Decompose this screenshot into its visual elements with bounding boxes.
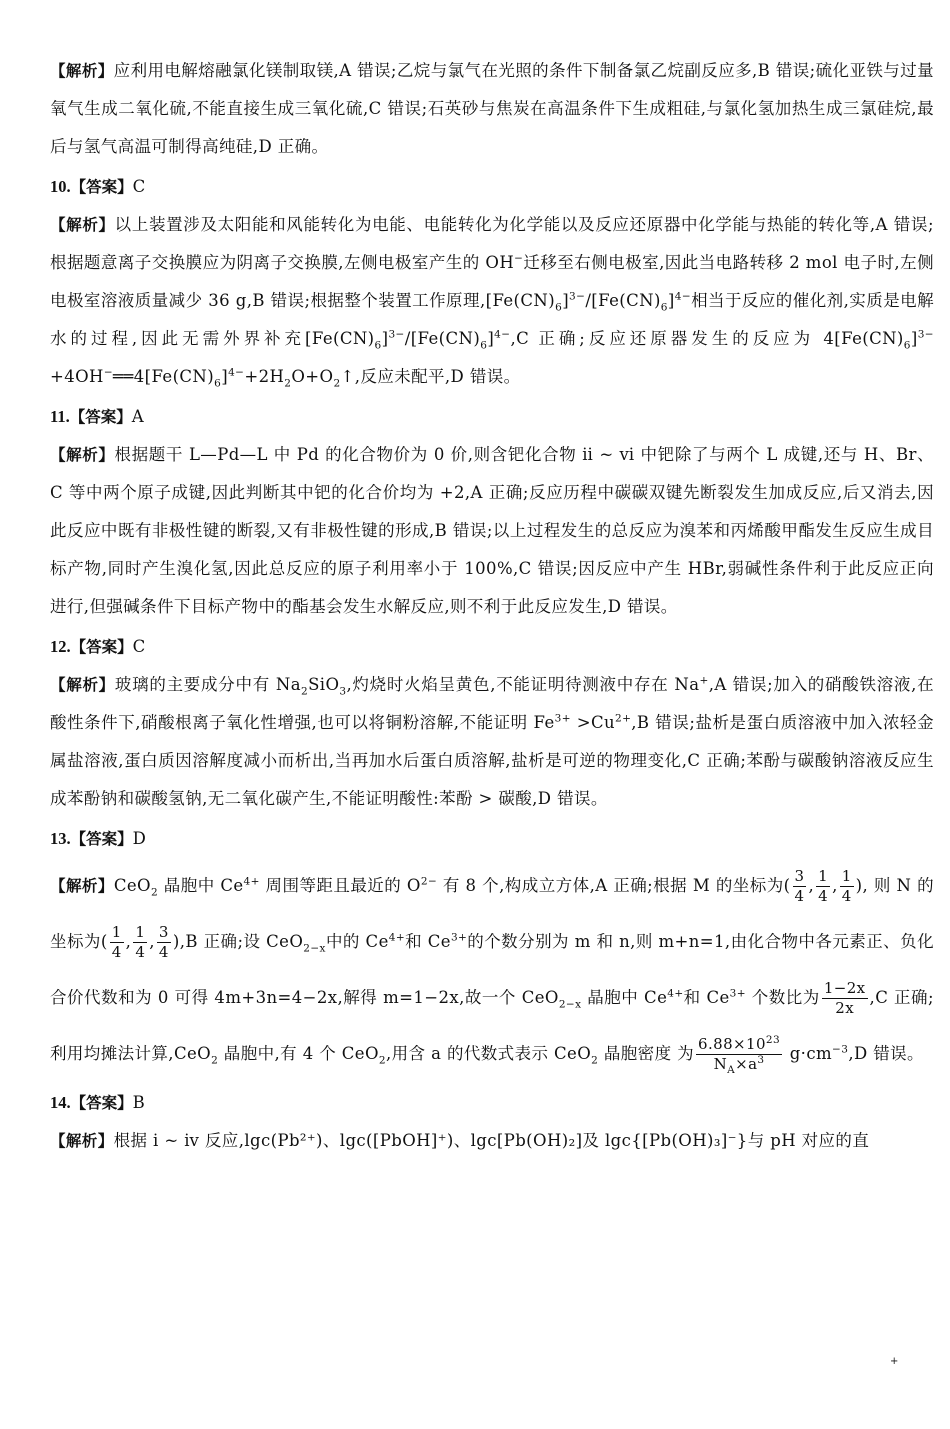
q13-explanation: 【解析】CeO$_2$ 晶胞中 $Ce^{4+}$ 周围等距且最近的 $O^{2-}$ 有 8 个,构成立方体,A 正确;根据 M 的坐标为( $\frac{3}{4}$ , $\frac{1}{4}$ , $\frac{1}{4}$ ), 则 N 的坐标为( $\frac{1}{4}$ , $\frac{1}{4}$ , $\frac{3}{4}$ ),B 正确;设 CeO$_{2-x}$中的 $Ce^{4+}$和 $Ce^{3+}$的个数分别为 m 和 n,则 m+n=1,由化合物中各元素正、负化合价代数和为 0 可得 4m+3n=4−2x,解得 m=1−2x,故一个 CeO$_{2-x}$ 晶胞中 $Ce^{4+}$和 $Ce^{3+}$ 个数比为 $\frac{1-2x}{2x}$ ,C 正确;利用均摊法计算,CeO$_2$ 晶胞中,有 4 个 CeO$_2$,用含 a 的代数式表示 CeO$_2$ 晶胞密度 为 $\frac{6.88\times 10^{23}}{N_A\times a^3}$ $g\cdot cm^{-3},D$ 错误。	[50, 867, 935, 1076]
q12-explanation: 【解析】玻璃的主要成分中有 $Na_2SiO_3$,灼烧时火焰呈黄色,不能证明待测液中存在 Na+,A 错误;加入的硝酸铁溶液,在酸性条件下,硝酸根离子氧化性增强,也可以将铜粉溶解,不能证明 $Fe^{3+} >Cu^{2+},B$ 错误;盐析是蛋白质溶液中加入浓轻金属盐溶液,蛋白质因溶解度减小而析出,当再加水后蛋白质溶解,盐析是可逆的物理变化,C 正确;苯酚与碳酸钠溶液反应生成苯酚钠和碳酸氢钠,无二氧化碳产生,不能证明酸性:苯酚 > 碳酸,D 错误。	[50, 674, 935, 808]
fraction: $\frac{1}{4}$	[818, 867, 829, 905]
q10-explanation: 【解析】以上装置涉及太阳能和风能转化为电能、电能转化为化学能以及反应还原器中化学能与热能的转化等,A 错误;根据题意离子交换膜应为阴离子交换膜,左侧电极室产生的 OH−迁移至右侧电极室,因此当电路转移 2 mol 电子时,左侧电极室溶液质量减少 36 g,B 错误;根据整个装置工作原理$,[Fe(CN)_6]^{3-}/[Fe(CN)_6]^{4-}$相当于反应的催化剂,实质是电解水的过程,因此无需外界补充$[Fe(CN)_6]^{3-}/[Fe(CN)_6]^{4-},C$ 正确;反应还原器发生的反应为 $4[Fe(CN)_6]^{3-}+4OH^-══4[Fe(CN)_6]^{4-}+2H_2O+O_2↑$,反应未配平,D 错误。	[50, 215, 934, 390]
q10-answer: 10.【答案】C	[50, 177, 146, 196]
q9-explanation: 【解析】应利用电解熔融氯化镁制取镁,A 错误;乙烷与氯气在光照的条件下制备氯乙烷副反应多,B 错误;硫化亚铁与过量氧气生成二氧化硫,不能直接生成三氧化硫,C 错误;石英砂与焦炭在高温条件下生成粗硅,与氯化氢加热生成三氯硅烷,最后与氢气高温可制得高纯硅,D 正确。	[50, 61, 934, 156]
fraction: $\frac{1}{4}$	[135, 923, 146, 961]
q12-answer: 12.【答案】C	[50, 637, 146, 656]
q14-answer: 14.【答案】B	[50, 1093, 145, 1112]
page-footer-mark: +	[890, 1356, 899, 1367]
fraction: $\frac{3}{4}$	[158, 923, 169, 961]
q11-answer: 11.【答案】A	[50, 407, 144, 426]
equals-arrow: ══	[113, 367, 134, 386]
fraction: $\frac{3}{4}$	[794, 867, 805, 905]
density-fraction: $\frac{6.88\times 10^{23}}{N_A\times a^3}$	[698, 1034, 781, 1076]
explanation-label: 【解析】	[50, 62, 114, 80]
q11-explanation: 【解析】根据题干 L—Pd—L 中 Pd 的化合物价为 0 价,则含钯化合物 ⅱ ~ ⅵ 中钯除了与两个 L 成键,还与 H、Br、C 等中两个原子成键,因此判断其中钯的化合价均为 +2,A 正确;反应历程中碳碳双键先断裂发生加成反应,后又消去,因此反应中既有非极性键的断裂,又有非极性键的形成,B 错误;以上过程发生的总反应为溴苯和丙烯酸甲酯发生反应生成目标产物,同时产生溴化氢,因此总反应的原子利用率小于 100%,C 错误;因反应中产生 HBr,弱碱性条件利于此反应正向进行,但强碱条件下目标产物中的酯基会发生水解反应,则不利于此反应发生,D 错误。	[50, 445, 934, 616]
ratio-fraction: $\frac{1-2x}{2x}$	[823, 979, 866, 1017]
q13-answer: 13.【答案】D	[50, 829, 146, 848]
fraction: $\frac{1}{4}$	[111, 923, 122, 961]
q14-explanation: 【解析】根据 ⅰ ~ ⅳ 反应,lgc(Pb²⁺)、lgc([PbOH]⁺)、lgc[Pb(OH)₂]及 lgc{[Pb(OH)₃]⁻}与 pH 对应的直	[50, 1131, 870, 1150]
fraction: $\frac{1}{4}$	[841, 867, 852, 905]
